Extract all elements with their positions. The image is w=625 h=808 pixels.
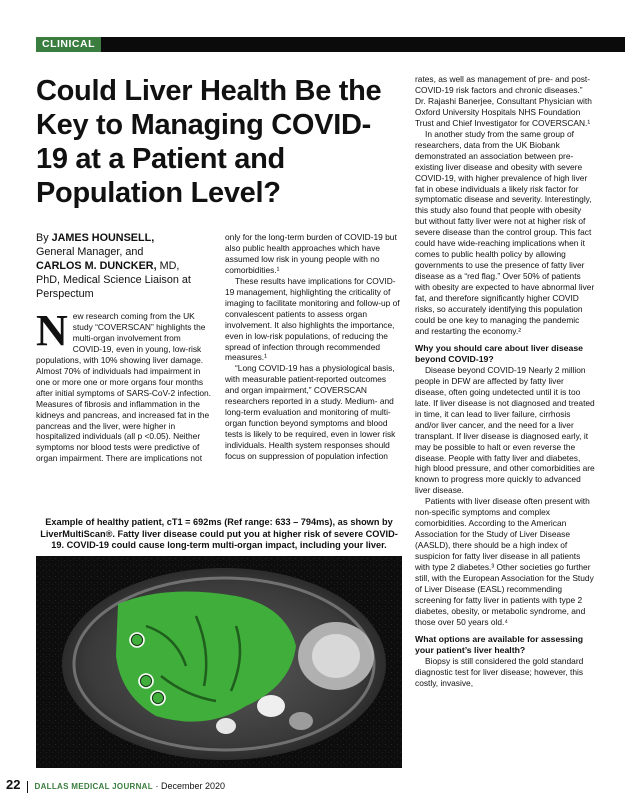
article-title: Could Liver Health Be the Key to Managing COVID-19 at a Patient and Population Level? xyxy=(36,75,382,209)
article-column-3 xyxy=(415,74,595,689)
journal-name: DALLAS MEDICAL JOURNAL xyxy=(34,782,153,791)
page-footer xyxy=(6,776,225,794)
byline-prefix: By xyxy=(36,232,49,244)
paragraph: Biopsy is still considered the gold standard diagnostic test for liver disease; however, this costly, invasive, xyxy=(415,655,584,688)
byline xyxy=(36,231,216,301)
paragraph: “Long COVID-19 has a physiological basis, with measurable patient-reported outcomes and organ impairment,” COVERSCAN researchers reported in a study. Medium- and long-term evaluation and monitoring of multi-organ function beyond symptoms and blood tests is likely to be required, even in lower risk individuals. Health system responses should focus on suppression of population infection xyxy=(225,363,396,462)
liver-mri-scan-image xyxy=(36,556,402,768)
paragraph: In another study from the same group of researchers, data from the UK Biobank demonstrated an association between pre-existing liver disease and obesity with severe COVID-19, with higher prevalence of high liver fat in obese individuals a likely risk factor for symptomatic disease and severity. Interestingly, this study also found that people with obesity but without fatty liver were not at higher risk of severe disease than the control group. This fact could have wide-reaching implications when it comes to public health policy by allowing governments to use the presence of fatty liver disease as a “red flag.” Over 50% of patients with obesity are expected to have abnormal liver fat, and therefore significantly higher COVID risks, so accurately identifying this population could be one key to managing the pandemic and restarting the economy.² xyxy=(415,128,595,336)
paragraph: These results have implications for COVID-19 management, highlighting the criticality of imaging to facilitate monitoring and follow-up of convalescent patients to assess organ involvement. It also highlights the importance, even in low-risk populations, of reducing the spread of infection through recommended measures.¹ xyxy=(225,275,400,363)
paragraph: only for the long-term burden of COVID-19 but also public health approaches which have assumed low risk in young people with no comorbidities.¹ xyxy=(225,232,397,275)
section-header-bar xyxy=(36,37,625,52)
author2-suffix: MD, xyxy=(159,260,180,272)
mri-scan-illustration xyxy=(36,556,402,768)
author1-role: General Manager, and xyxy=(36,246,144,258)
subheading: What options are available for assessing your patient’s liver health? xyxy=(415,633,584,655)
subheading: Why you should care about liver disease beyond COVID-19? xyxy=(415,342,584,364)
author2-name: CARLOS M. DUNCKER, xyxy=(36,260,157,272)
issue-date: December 2020 xyxy=(160,781,226,791)
paragraph: rates, as well as management of pre- and post-COVID-19 risk factors and chronic diseases.” Dr. Rajashi Banerjee, Consultant Physician with Oxford University Hospitals NHS Foundation Trust and Chief Investigator for COVERSCAN.¹ xyxy=(415,74,592,128)
footer-divider xyxy=(27,781,28,793)
page-number: 22 xyxy=(6,777,21,792)
figure-caption: Example of healthy patient, cT1 = 692ms (Ref range: 633 – 794ms), as shown by LiverMultiScan®. Fatty liver disease could put you at higher risk of severe COVID-19. COVID-19 could cause long-term multi-organ impact, including your liver. xyxy=(40,517,398,551)
author2-role: PhD, Medical Science Liaison at Perspectum xyxy=(36,274,191,300)
paragraph: ew research coming from the UK study “COVERSCAN” highlights the multi-organ involvement from COVID-19, even in young, low-risk populations, with 10% showing liver damage. Almost 70% of individuals had impairment in one or more one or more organs four months after initial symptoms of SARS-CoV-2 infection. Measures of fibrosis and inflammation in the kidneys and pancreas, and increased fat in the pancreas and the liver, were higher in hospitalized individuals (all p <0.05). Neither symptoms nor blood tests were predictive of organ impairment. There are implications not xyxy=(36,311,212,464)
article-column-1 xyxy=(36,306,212,464)
footer-separator: · xyxy=(155,781,159,791)
article-column-2 xyxy=(225,232,401,462)
drop-cap: N xyxy=(36,306,68,355)
paragraph: Patients with liver disease often present with non-specific symptoms and complex comorbidities. According to the American Association for the Study of Liver Disease (AASLD), there should be a high index of suspicion for fatty liver disease in all patients with type 2 diabetes.³ Other societies go further still, with the European Association for the Study of Liver Disease (EASL) recommending screening for fatty liver in patients with type 2 diabetes, obesity, or metabolic syndrome, and those over 50 years old.⁴ xyxy=(415,496,594,627)
author1-name: JAMES HOUNSELL, xyxy=(51,232,155,244)
section-tag: CLINICAL xyxy=(36,37,101,52)
paragraph: Disease beyond COVID-19 Nearly 2 million people in DFW are affected by fatty liver disease, often going undetected until it is too late. If liver disease is not diagnosed and treated in time, it can lead to liver failure, cirrhosis and/or liver cancer, and the need for a liver transplant. If liver disease is diagnosed early, it may be possible to halt or even reverse the disease. People with fatty liver and diabetes, high blood pressure, and other comorbidities are known to progress more quickly to advanced liver disease. xyxy=(415,364,595,496)
